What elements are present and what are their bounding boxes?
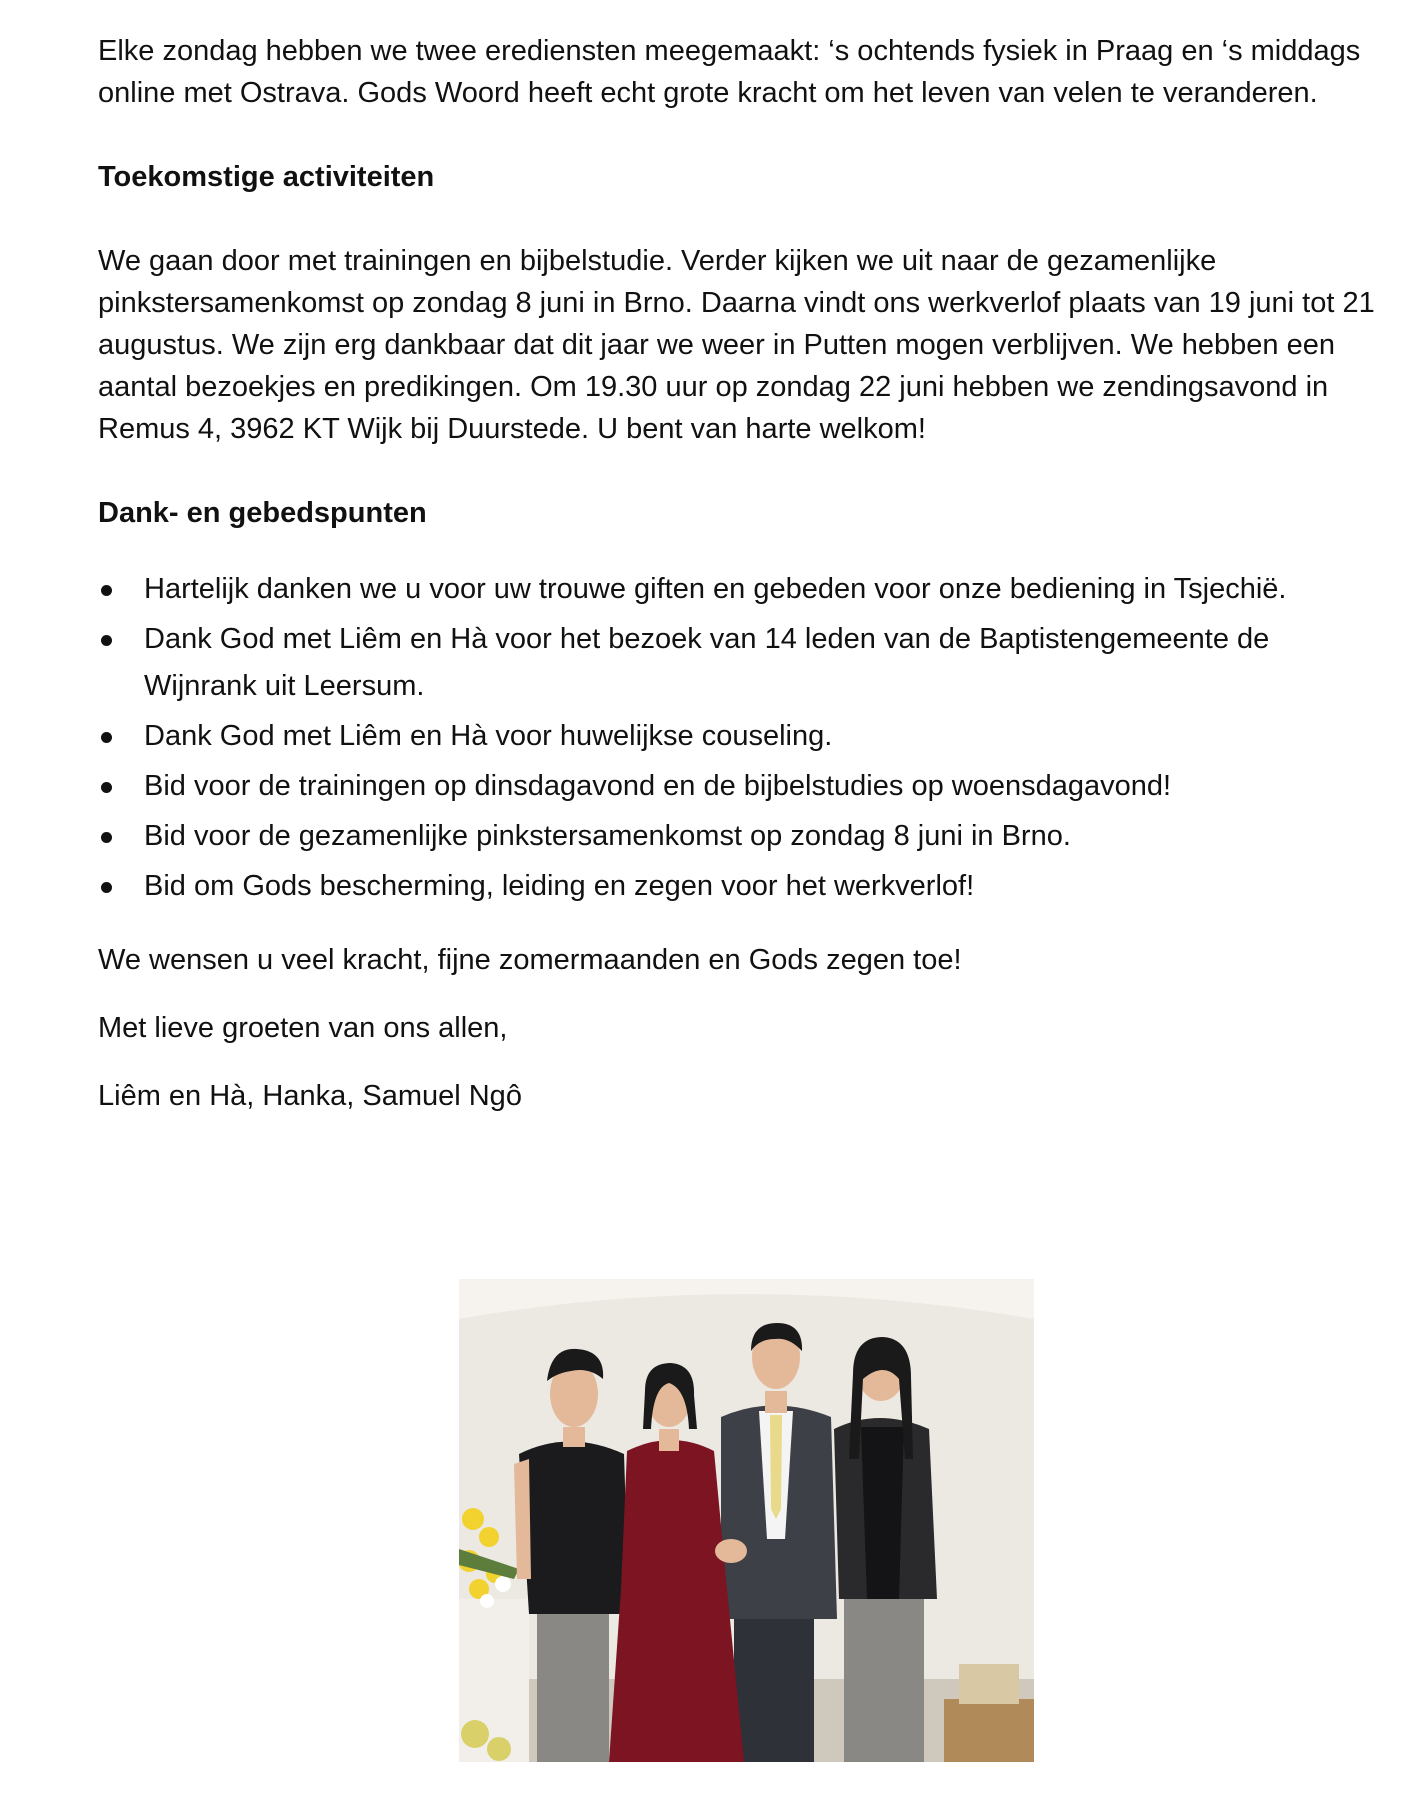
family-photo [459, 1279, 1034, 1762]
activities-paragraph: We gaan door met trainingen en bijbelstudie. Verder kijken we uit naar de gezamenlijke pinkstersamenkomst op zondag 8 juni in Brno. Daarna vindt ons werkverlof plaats van 19 juni tot 21 augustus. We zijn erg dankbaar dat dit jaar we weer in Putten mogen verblijven. We hebben een aantal bezoekjes en predikingen. Om 19.30 uur op zondag 22 juni hebben we zendingsavond in Remus 4, 3962 KT Wijk bij Duurstede. U bent van harte welkom! [98, 245, 1375, 445]
prayer-heading: Dank- en gebedspunten [98, 497, 427, 529]
bullet-icon [101, 782, 112, 793]
list-item [98, 713, 1388, 760]
bullet-icon [101, 882, 112, 893]
bullet-icon [101, 832, 112, 843]
list-item [98, 863, 1388, 910]
closing-greeting: Met lieve groeten van ons allen, [98, 1012, 508, 1044]
closing-signature: Liêm en Hà, Hanka, Samuel Ngô [98, 1080, 522, 1112]
list-item [98, 566, 1388, 613]
bullet-icon [101, 585, 112, 596]
list-item-text: Bid voor de gezamenlijke pinkstersamenkomst op zondag 8 juni in Brno. [144, 820, 1071, 852]
letter-body [98, 30, 1388, 1117]
closing-wish: We wensen u veel kracht, fijne zomermaanden en Gods zegen toe! [98, 944, 962, 976]
list-item-text: Bid om Gods bescherming, leiding en zegen voor het werkverlof! [144, 870, 975, 902]
list-item-text: Dank God met Liêm en Hà voor huwelijkse couseling. [144, 720, 833, 752]
prayer-list [98, 566, 1388, 910]
list-item [98, 813, 1388, 860]
list-item-text: Hartelijk danken we u voor uw trouwe giften en gebeden voor onze bediening in Tsjechië. [144, 573, 1287, 605]
activities-heading: Toekomstige activiteiten [98, 161, 435, 193]
bullet-icon [101, 635, 112, 646]
intro-paragraph: Elke zondag hebben we twee erediensten meegemaakt: ‘s ochtends fysiek in Praag en ‘s middags online met Ostrava. Gods Woord heeft echt grote kracht om het leven van velen te veranderen. [98, 35, 1361, 109]
list-item [98, 616, 1388, 710]
bullet-icon [101, 732, 112, 743]
list-item-text: Dank God met Liêm en Hà voor het bezoek van 14 leden van de Baptistengemeente de Wijnrank uit Leersum. [144, 623, 1270, 702]
list-item-text: Bid voor de trainingen op dinsdagavond en de bijbelstudies op woensdagavond! [144, 770, 1172, 802]
list-item [98, 763, 1388, 810]
